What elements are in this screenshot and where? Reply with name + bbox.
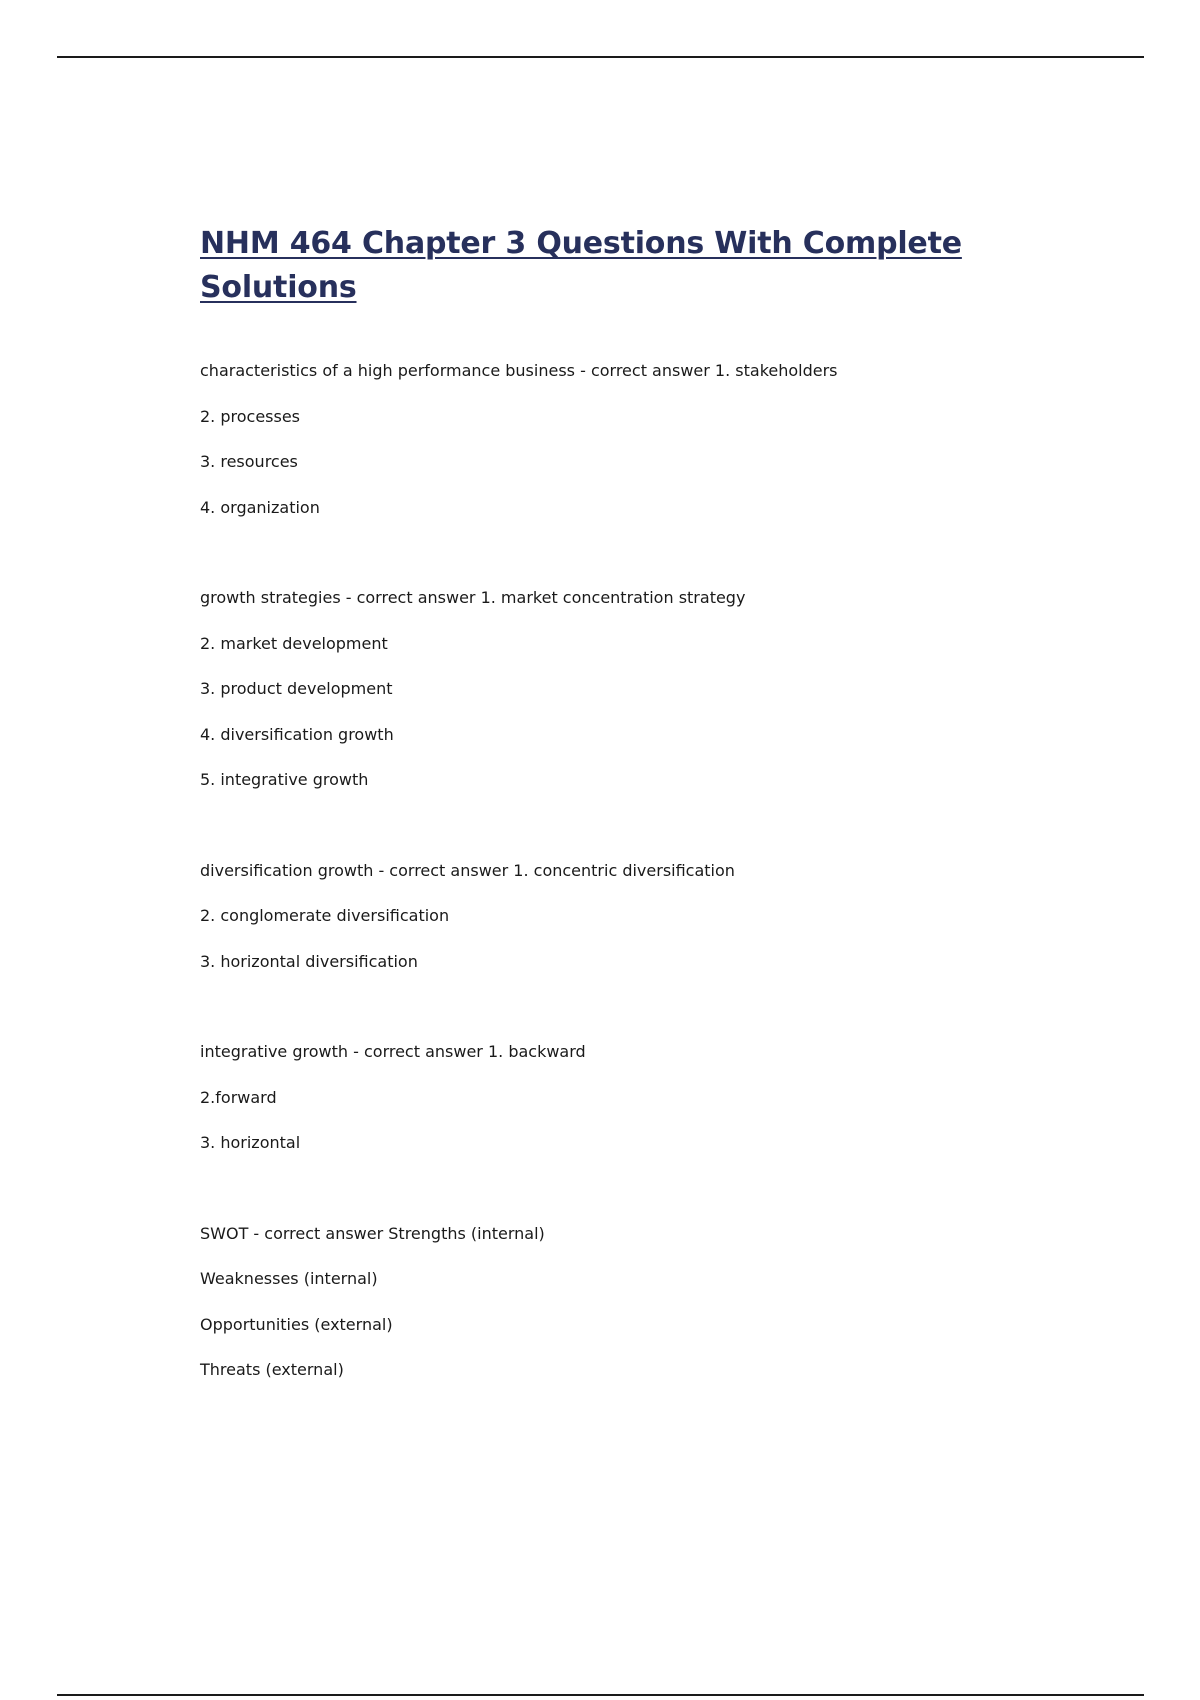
qa-question-line: integrative growth - correct answer 1. backward — [200, 1042, 586, 1061]
qa-question-line: SWOT - correct answer Strengths (internal) — [200, 1223, 545, 1243]
footer-rule — [57, 1694, 1144, 1696]
qa-answer-line: Threats (external) — [200, 1360, 344, 1379]
document-body — [200, 222, 1060, 1438]
qa-answer-line: 3. horizontal — [200, 1133, 301, 1152]
header-rule — [57, 56, 1144, 58]
qa-item-swot — [200, 1211, 1060, 1393]
qa-answer-line: 2. conglomerate diversification — [200, 906, 450, 925]
qa-answer-line: 3. horizontal diversification — [200, 951, 418, 971]
qa-answer-line: 2.forward — [200, 1087, 277, 1107]
qa-answer-line: Weaknesses (internal) — [200, 1269, 378, 1288]
qa-item-growth-strategies — [200, 575, 1060, 803]
document-title: NHM 464 Chapter 3 Questions With Complete Solutions — [200, 226, 962, 305]
qa-item-characteristics — [200, 348, 1060, 530]
qa-question-line: diversification growth - correct answer 1. concentric diversification — [200, 860, 735, 880]
qa-answer-line: 5. integrative growth — [200, 770, 369, 789]
qa-item-integrative-growth — [200, 1029, 1060, 1166]
qa-answer-line: 3. resources — [200, 452, 298, 471]
qa-question-line: characteristics of a high performance business - correct answer 1. stakeholders — [200, 361, 838, 380]
qa-list — [200, 348, 1060, 1393]
qa-answer-line: 3. product development — [200, 679, 393, 698]
qa-answer-line: 2. processes — [200, 406, 301, 426]
qa-answer-line: 4. organization — [200, 497, 320, 517]
qa-answer-line: 2. market development — [200, 633, 388, 653]
qa-item-diversification-growth — [200, 848, 1060, 985]
qa-answer-line: 4. diversification growth — [200, 724, 394, 744]
qa-answer-line: Opportunities (external) — [200, 1314, 393, 1334]
qa-question-line: growth strategies - correct answer 1. market concentration strategy — [200, 588, 746, 607]
